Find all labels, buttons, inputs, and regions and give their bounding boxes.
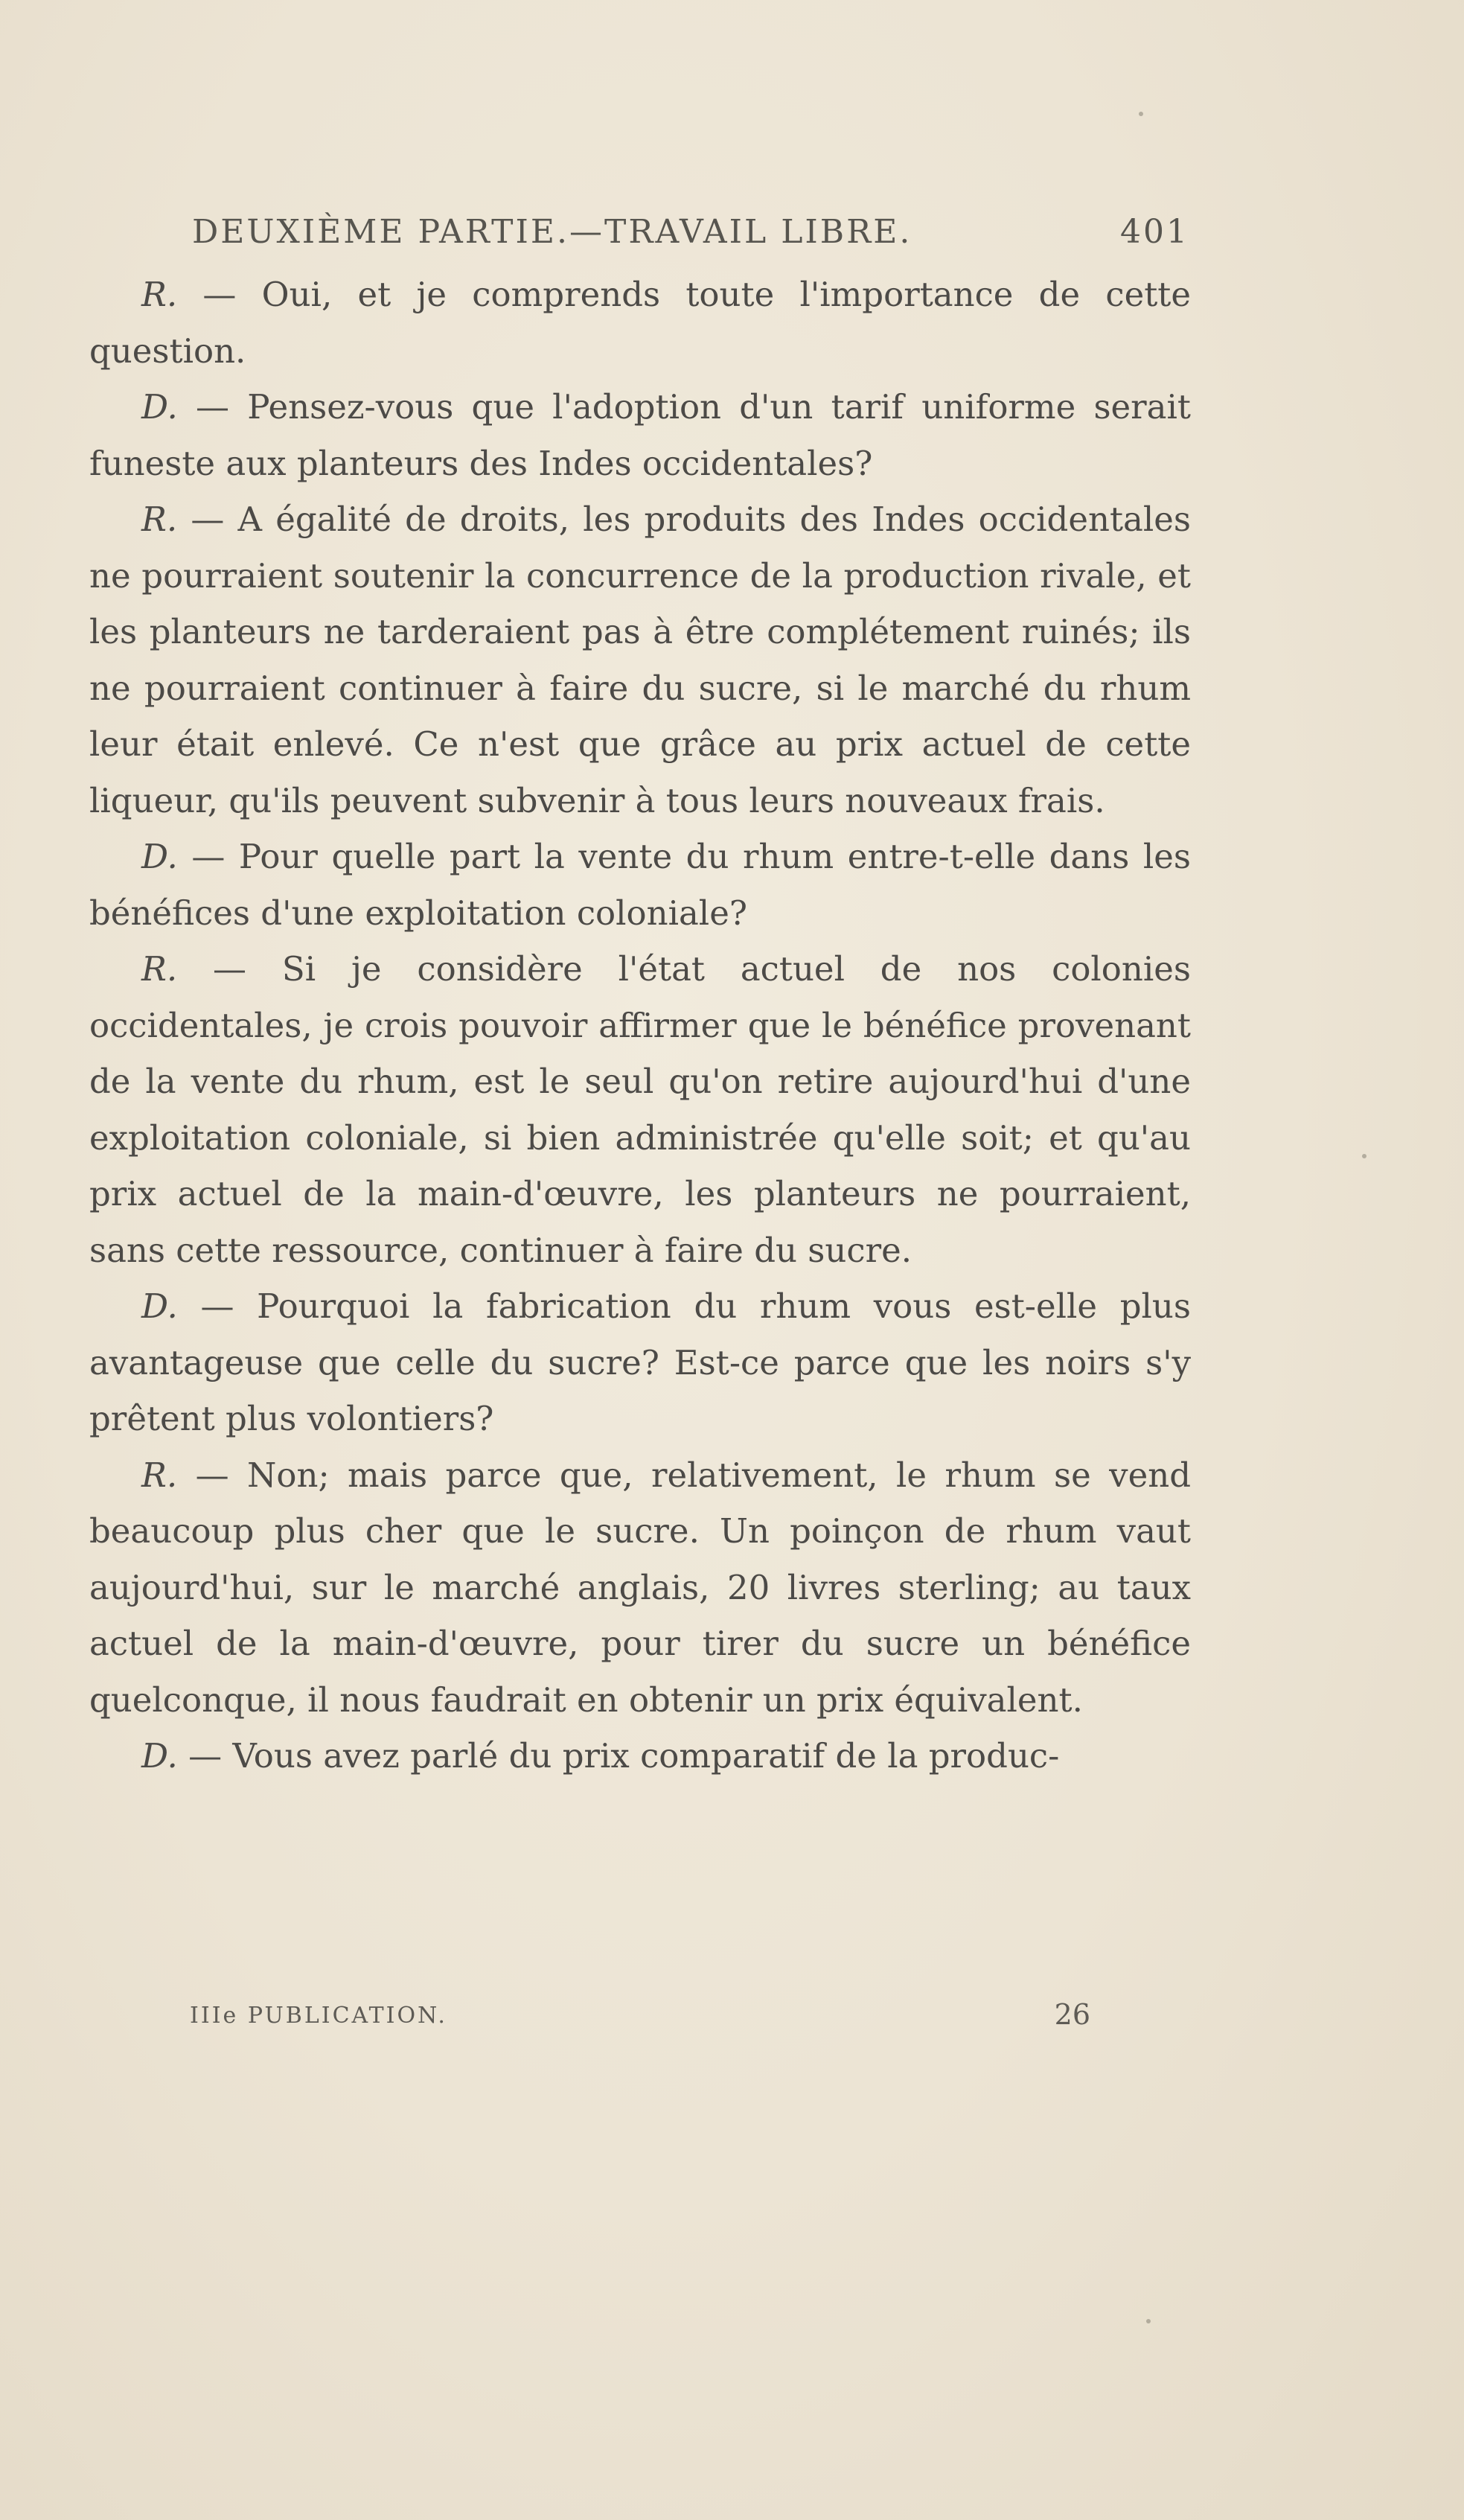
paragraph <box>89 267 1191 379</box>
paragraph-text: — Si je considère l'état actuel de nos colonies occidentales, je crois pouvoir affirmer que le bénéfice provenant de la vente du rhum, est le seul qu'on retire aujourd'hui d'une exploitation coloniale, si bien administrée qu'elle soit; et qu'au prix actuel de la main-d'œuvre, les planteurs ne pourraient, sans cette ressource, continuer à faire du sucre. <box>89 949 1191 1270</box>
page-footer <box>190 1998 1090 2047</box>
paragraph-text: — Pourquoi la fabrication du rhum vous est-elle plus avantageuse que celle du sucre? Est-ce parce que les noirs s'y prêtent plus volontiers? <box>89 1286 1191 1438</box>
paragraph <box>89 379 1191 491</box>
paragraph <box>89 1447 1191 1729</box>
paragraph-text: — Non; mais parce que, relativement, le rhum se vend beaucoup plus cher que le sucre. Un poinçon de rhum vaut aujourd'hui, sur le marché anglais, 20 livres sterling; au taux actuel de la main-d'œuvre, pour tirer du sucre un bénéfice quelconque, il nous faudrait en obtenir un prix équivalent. <box>89 1455 1191 1720</box>
speaker-label: R. <box>141 500 178 539</box>
body-text <box>89 267 1191 1784</box>
paragraph <box>89 491 1191 829</box>
page-header <box>192 201 1189 261</box>
speaker-label: D. <box>141 1286 178 1326</box>
paragraph-text: — Pour quelle part la vente du rhum entre-t-elle dans les bénéfices d'une exploitation coloniale? <box>89 837 1191 933</box>
running-title: DEUXIÈME PARTIE.—TRAVAIL LIBRE. <box>192 213 912 251</box>
page-number: 401 <box>1120 213 1189 251</box>
speaker-label: D. <box>141 1736 178 1776</box>
paragraph-text: — Vous avez parlé du prix comparatif de la produc- <box>177 1736 1060 1776</box>
paragraph-text: — Pensez-vous que l'adoption d'un tarif uniforme serait funeste aux planteurs des Indes occidentales? <box>89 387 1191 483</box>
speaker-label: D. <box>141 387 178 427</box>
speaker-label: R. <box>141 949 178 989</box>
speaker-label: D. <box>141 837 178 876</box>
paragraph <box>89 1278 1191 1447</box>
paper-speck <box>1146 2319 1151 2323</box>
paper-speck <box>1362 1154 1366 1158</box>
paragraph-text: — Oui, et je comprends toute l'importance de cette question. <box>89 275 1191 371</box>
signature-mark: 26 <box>1054 1998 1090 2031</box>
paragraph-text: — A égalité de droits, les produits des Indes occidentales ne pourraient soutenir la concurrence de la production rivale, et les planteurs ne tarderaient pas à être complétement ruinés; ils ne pourraient continuer à faire du sucre, si le marché du rhum leur était enlevé. Ce n'est que grâce au prix actuel de cette liqueur, qu'ils peuvent subvenir à tous leurs nouveaux frais. <box>89 500 1191 820</box>
paragraph <box>89 941 1191 1278</box>
speaker-label: R. <box>141 1455 178 1495</box>
publication-label: IIIe PUBLICATION. <box>190 2003 447 2029</box>
paragraph <box>89 829 1191 941</box>
paper-speck <box>1139 112 1143 116</box>
speaker-label: R. <box>141 275 178 314</box>
paragraph <box>89 1728 1191 1784</box>
